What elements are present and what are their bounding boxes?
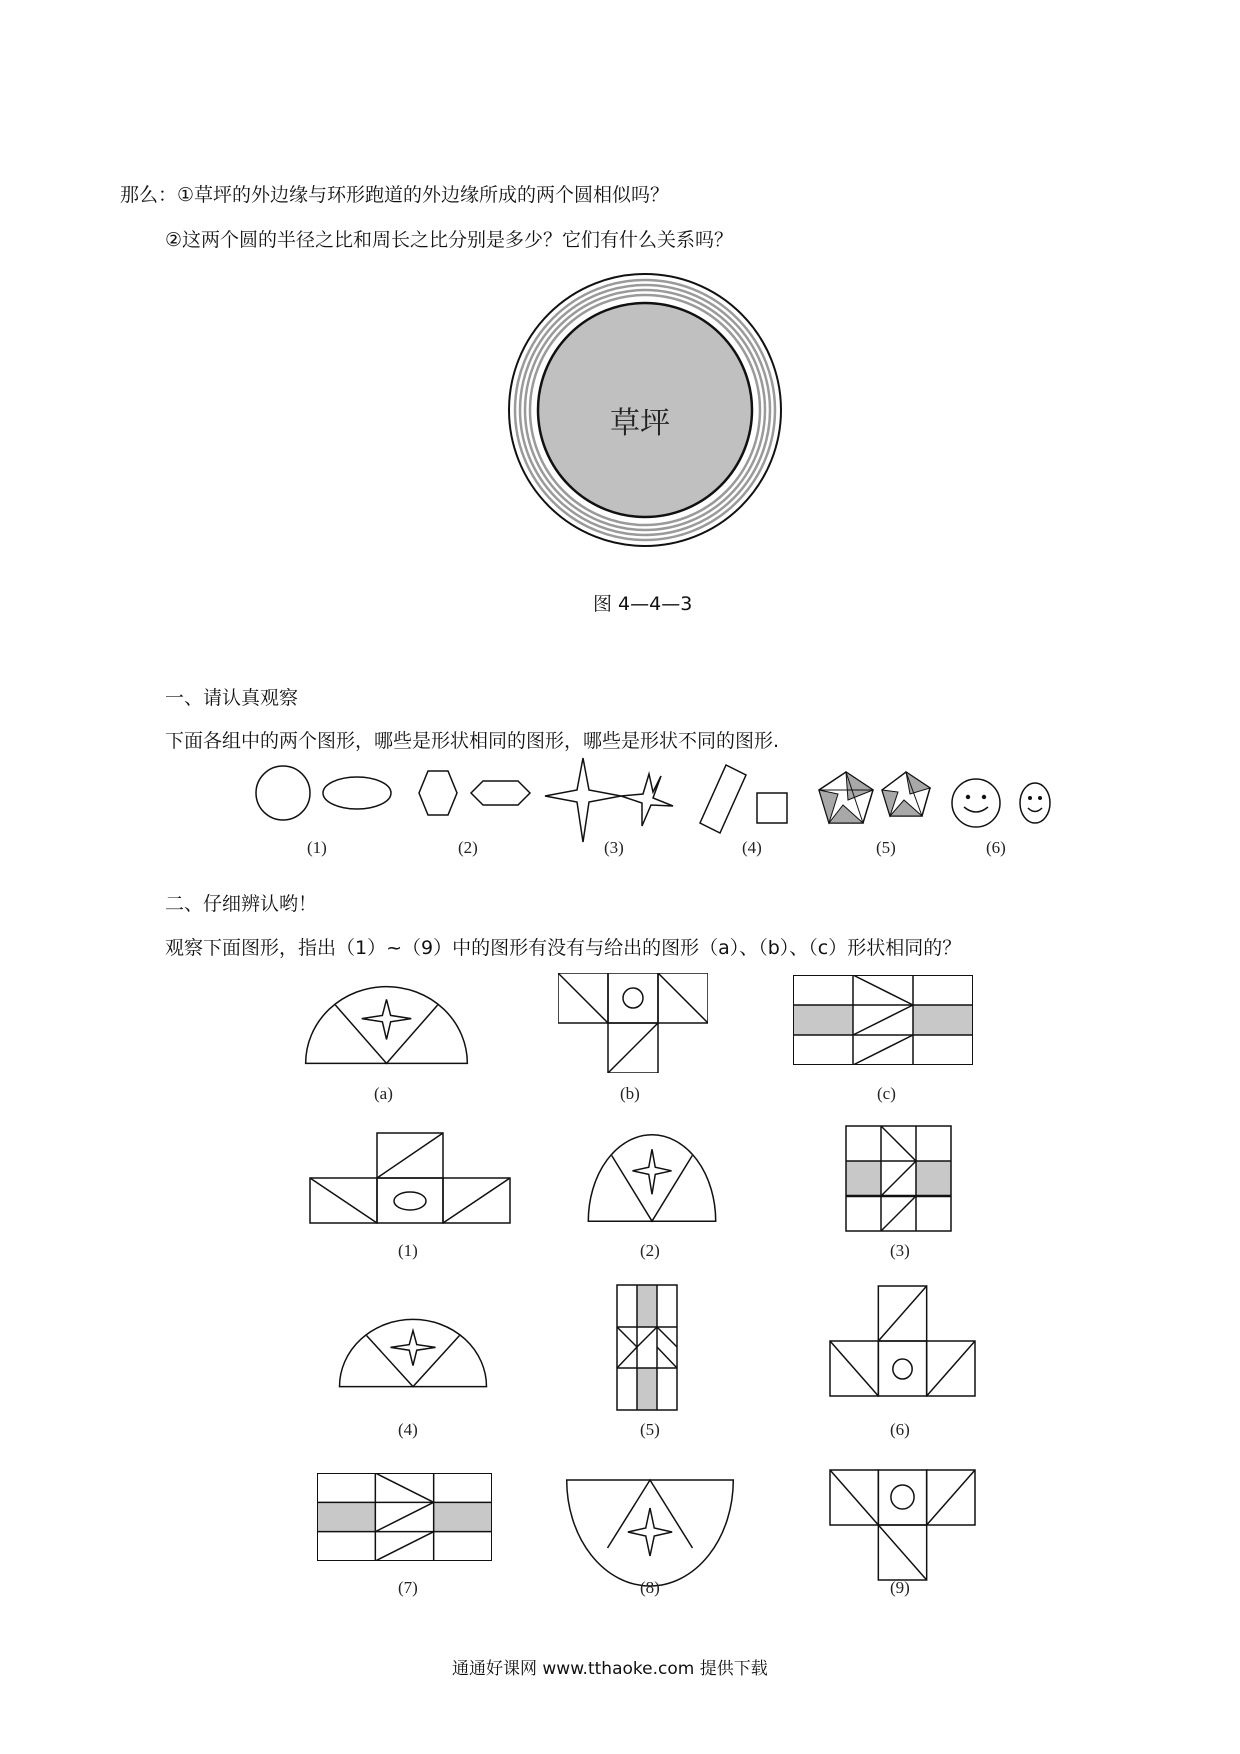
- figure-8-inverted-semicircle: [565, 1478, 735, 1588]
- section1-heading: 一、请认真观察: [165, 687, 299, 709]
- label-b: (b): [620, 1084, 640, 1103]
- pair-5-figure: [818, 770, 933, 840]
- footer-credit: 通通好课网 www.tthaoke.com 提供下载: [452, 1659, 768, 1679]
- hexagon-regular: [419, 771, 457, 815]
- pair-label-6: (6): [986, 838, 1006, 857]
- smiley-round: [952, 779, 1000, 827]
- circle-shape: [256, 766, 310, 820]
- figure-b-cross: [558, 973, 708, 1073]
- pair-label-5: (5): [876, 838, 896, 857]
- label-7: (7): [398, 1578, 418, 1597]
- figure-1-wide-cross: [310, 1133, 510, 1223]
- section2-prompt: 观察下面图形，指出（1）~（9）中的图形有没有与给出的图形（a）、（b）、（c）形状相同的？: [165, 937, 962, 959]
- smiley-oval: [1020, 783, 1050, 823]
- label-5: (5): [640, 1420, 660, 1439]
- tilted-rectangle: [700, 765, 746, 833]
- label-3: (3): [890, 1241, 910, 1260]
- figure-4-semicircle: [338, 1318, 488, 1388]
- figure-caption: 图 4—4—3: [593, 593, 693, 615]
- label-a: (a): [374, 1084, 393, 1103]
- pair-4-figure: [700, 763, 800, 843]
- pair-2-figure: [405, 763, 545, 833]
- figure-6-cross: [830, 1286, 975, 1396]
- pair-label-2: (2): [458, 838, 478, 857]
- ellipse-shape: [323, 777, 391, 809]
- section1-prompt: 下面各组中的两个图形，哪些是形状相同的图形，哪些是形状不同的图形.: [165, 730, 780, 752]
- pair-3-figure: [545, 756, 680, 846]
- label-9: (9): [890, 1578, 910, 1597]
- label-c: (c): [877, 1084, 896, 1103]
- figure-3-square-grid: [846, 1126, 951, 1231]
- four-point-star-tall: [545, 758, 621, 842]
- figure-7-grid: [317, 1473, 492, 1561]
- figure-9-cross: [830, 1470, 975, 1580]
- question-1: 那么：①草坪的外边缘与环形跑道的外边缘所成的两个圆相似吗？: [120, 184, 670, 206]
- pair-6-figure: [950, 777, 1060, 837]
- figure-5-vertical-grid: [617, 1285, 677, 1410]
- label-2: (2): [640, 1241, 660, 1260]
- square-shape: [757, 793, 787, 823]
- pair-1-figure: [255, 763, 405, 833]
- pair-label-3: (3): [604, 838, 624, 857]
- pair-label-4: (4): [742, 838, 762, 857]
- section2-heading: 二、仔细辨认哟！: [165, 893, 318, 915]
- label-6: (6): [890, 1420, 910, 1439]
- figure-c-grid: [793, 975, 973, 1065]
- figure-2-semicircle: [587, 1133, 717, 1223]
- figure-a-semicircle: [304, 985, 469, 1065]
- lawn-label: 草坪: [610, 406, 670, 441]
- question-2: ②这两个圆的半径之比和周长之比分别是多少？它们有什么关系吗？: [165, 229, 734, 251]
- label-8: (8): [640, 1578, 660, 1597]
- irregular-star: [621, 774, 673, 826]
- pair-label-1: (1): [307, 838, 327, 857]
- hexagon-stretched: [471, 781, 530, 805]
- label-4: (4): [398, 1420, 418, 1439]
- label-1: (1): [398, 1241, 418, 1260]
